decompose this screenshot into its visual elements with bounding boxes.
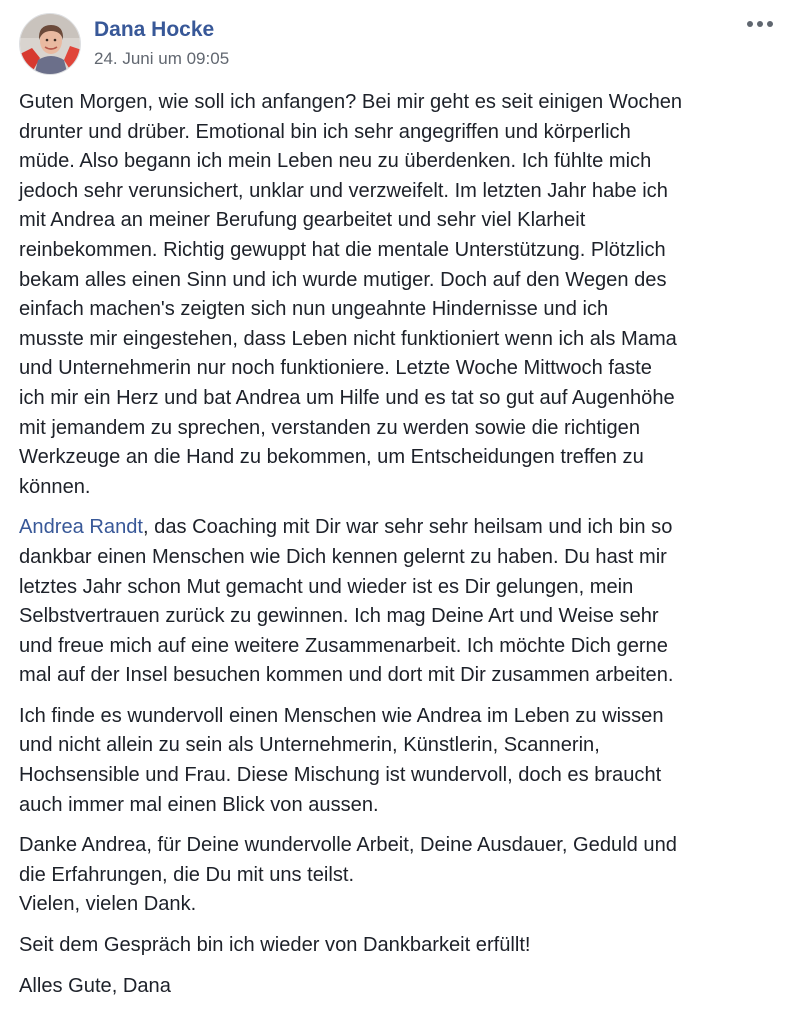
post-text-line: Seit dem Gespräch bin ich wieder von Dankbarkeit erfüllt!: [19, 934, 531, 957]
post-text-segment: , das Coaching mit Dir war sehr sehr heilsam und ich bin so: [143, 516, 673, 539]
post-text-line: mal auf der Insel besuchen kommen und dort mit Dir zusammen arbeiten.: [19, 664, 674, 687]
post-text-line: [19, 513, 781, 543]
post-text-line: jedoch sehr verunsichert, unklar und verzweifelt. Im letzten Jahr habe ich: [19, 179, 668, 202]
post-text-line: Alles Gute, Dana: [19, 974, 171, 997]
post-text-line: mit jemandem zu sprechen, verstanden zu werden sowie die richtigen: [19, 416, 640, 439]
post-paragraph-5: [19, 931, 781, 961]
mention-link-andrea-randt[interactable]: Andrea Randt: [19, 516, 143, 539]
post-paragraph-1: [19, 88, 781, 502]
post-text-line: Hochsensible und Frau. Diese Mischung ist wundervoll, doch es braucht: [19, 764, 662, 787]
post-text-line: drunter und drüber. Emotional bin ich sehr angegriffen und körperlich: [19, 120, 631, 143]
post-text-line: letztes Jahr schon Mut gemacht und wieder ist es Dir gelungen, mein: [19, 575, 634, 598]
post-text-line: Selbstvertrauen zurück zu gewinnen. Ich mag Deine Art und Weise sehr: [19, 605, 659, 628]
post-text-line: dankbar einen Menschen wie Dich kennen gelernt zu haben. Du hast mir: [19, 545, 667, 568]
more-options-icon: [740, 10, 780, 38]
post-text-line: und Unternehmerin nur noch funktioniere. Letzte Woche Mittwoch faste: [19, 357, 652, 380]
post-text-line: Vielen, vielen Dank.: [19, 893, 197, 916]
post-text-line: Guten Morgen, wie soll ich anfangen? Bei mir geht es seit einigen Wochen: [19, 91, 683, 113]
post-text-line: und freue mich auf eine weitere Zusammenarbeit. Ich möchte Dich gerne: [19, 634, 668, 657]
post-text-line: die Erfahrungen, die Du mit uns teilst.: [19, 863, 355, 886]
post-text-line: musste mir eingestehen, dass Leben nicht funktioniert wenn ich als Mama: [19, 327, 677, 350]
post-text-line: mit Andrea an meiner Berufung gearbeitet und sehr viel Klarheit: [19, 209, 586, 232]
post-text-line: bekam alles einen Sinn und ich wurde mutiger. Doch auf den Wegen des: [19, 268, 667, 291]
post-text-line: müde. Also begann ich mein Leben neu zu überdenken. Ich fühlte mich: [19, 150, 652, 173]
more-options-button[interactable]: [740, 10, 780, 38]
post-text-line: können.: [19, 475, 91, 498]
post-paragraph-4: [19, 831, 781, 920]
post-text-line: Werkzeuge an die Hand zu bekommen, um Entscheidungen treffen zu: [19, 446, 644, 469]
post-text-line: einfach machen's zeigten sich nun ungeahnte Hindernisse und ich: [19, 298, 609, 321]
post-paragraph-6: [19, 972, 781, 1002]
post-paragraph-2: [19, 513, 781, 691]
post-text-line: Danke Andrea, für Deine wundervolle Arbeit, Deine Ausdauer, Geduld und: [19, 834, 677, 857]
post-timestamp-link[interactable]: 24. Juni um 09:05: [94, 49, 230, 68]
author-avatar[interactable]: [19, 13, 81, 75]
post-paragraph-3: [19, 702, 781, 820]
post-text-line: reinbekommen. Richtig gewuppt hat die mentale Unterstützung. Plötzlich: [19, 238, 666, 261]
author-name-link[interactable]: Dana Hocke: [94, 18, 215, 41]
post-text-line: und nicht allein zu sein als Unternehmerin, Künstlerin, Scannerin,: [19, 734, 600, 757]
post-text-line: ich mir ein Herz und bat Andrea um Hilfe und es tat so gut auf Augenhöhe: [19, 386, 675, 409]
post-text-line: Ich finde es wundervoll einen Menschen wie Andrea im Leben zu wissen: [19, 704, 664, 727]
profile-photo-icon: [20, 14, 81, 75]
post-body: [19, 88, 781, 1001]
post-text-line: auch immer mal einen Blick von aussen.: [19, 793, 379, 816]
